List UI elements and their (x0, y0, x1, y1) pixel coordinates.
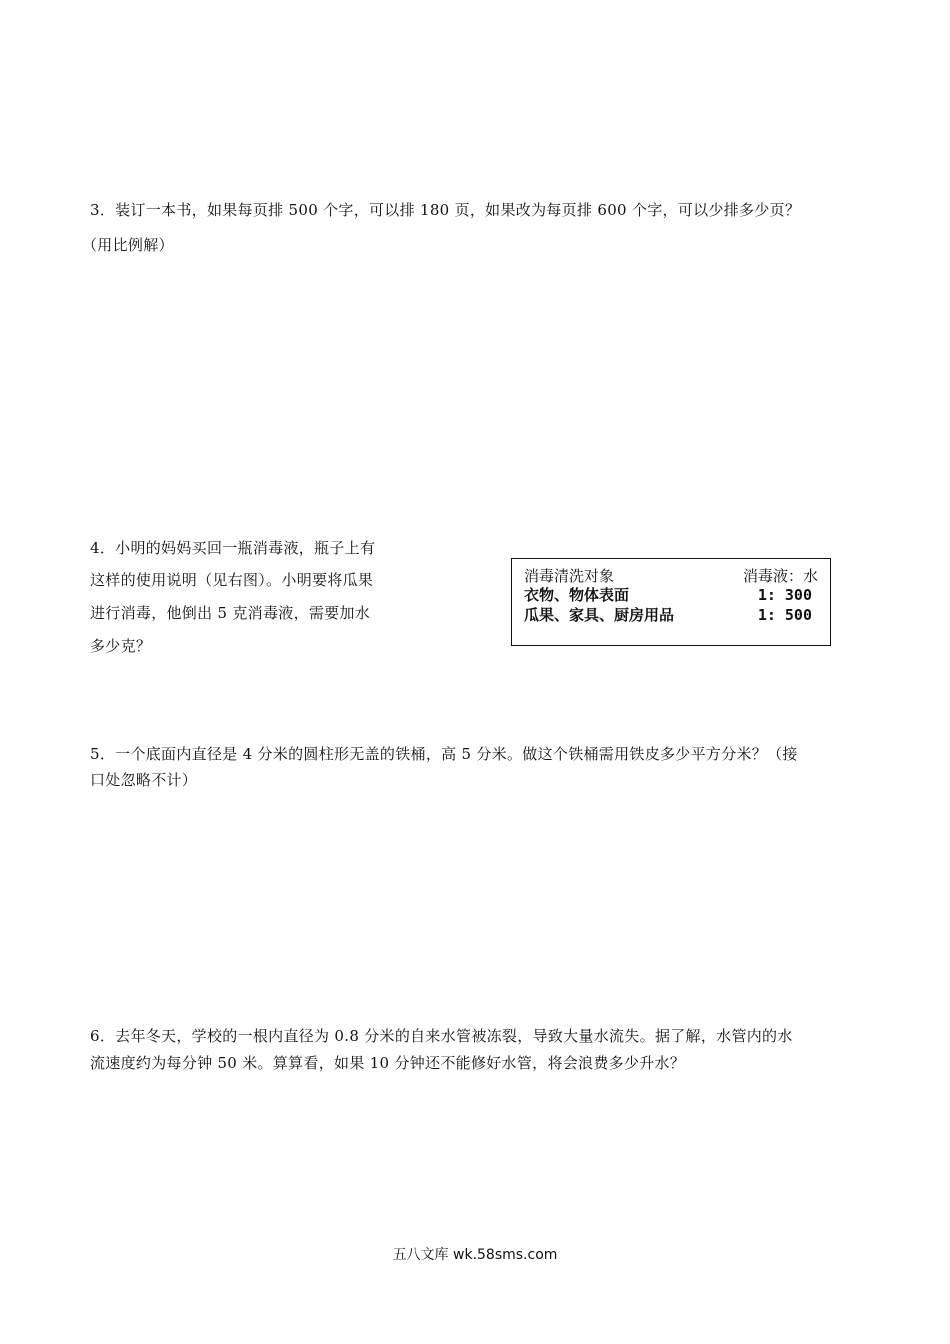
question-4-text-line-1: 4．小明的妈妈买回一瓶消毒液，瓶子上有 (90, 539, 376, 557)
footer-watermark: 五八文库 wk.58sms.com (392, 1247, 558, 1263)
question-5-text-continued: 口处忽略不计） (90, 771, 198, 789)
instruction-ratio: 1: 500 (757, 606, 812, 624)
instruction-object: 瓜果、家具、厨房用品 (524, 606, 675, 624)
instruction-ratio: 1: 300 (757, 586, 812, 604)
instruction-object: 衣物、物体表面 (524, 586, 630, 604)
instruction-header-object: 消毒清洗对象 (524, 567, 615, 585)
question-5-text: 5．一个底面内直径是 4 分米的圆柱形无盖的铁桶，高 5 分米。做这个铁桶需用铁皮多少平方分米？（接 (90, 745, 798, 763)
question-3-text: 3．装订一本书，如果每页排 500 个字，可以排 180 页，如果改为每页排 600 个字，可以少排多少页？ (90, 201, 801, 219)
question-6-text-continued: 流速度约为每分钟 50 米。算算看，如果 10 分钟还不能修好水管，将会浪费多少升水？ (90, 1054, 686, 1072)
question-6-text: 6．去年冬天，学校的一根内直径为 0.8 分米的自来水管被冻裂，导致大量水流失。据了解，水管内的水 (90, 1027, 793, 1045)
question-4-text-line-3: 进行消毒，他倒出 5 克消毒液，需要加水 (90, 604, 371, 622)
instruction-header-ratio: 消毒液：水 (742, 567, 818, 585)
question-4-text-line-2: 这样的使用说明（见右图）。小明要将瓜果 (90, 571, 374, 589)
disinfectant-instruction-box (511, 558, 831, 646)
question-3-note: （用比例解） (82, 236, 174, 254)
question-4-text-line-4: 多少克？ (90, 637, 152, 655)
